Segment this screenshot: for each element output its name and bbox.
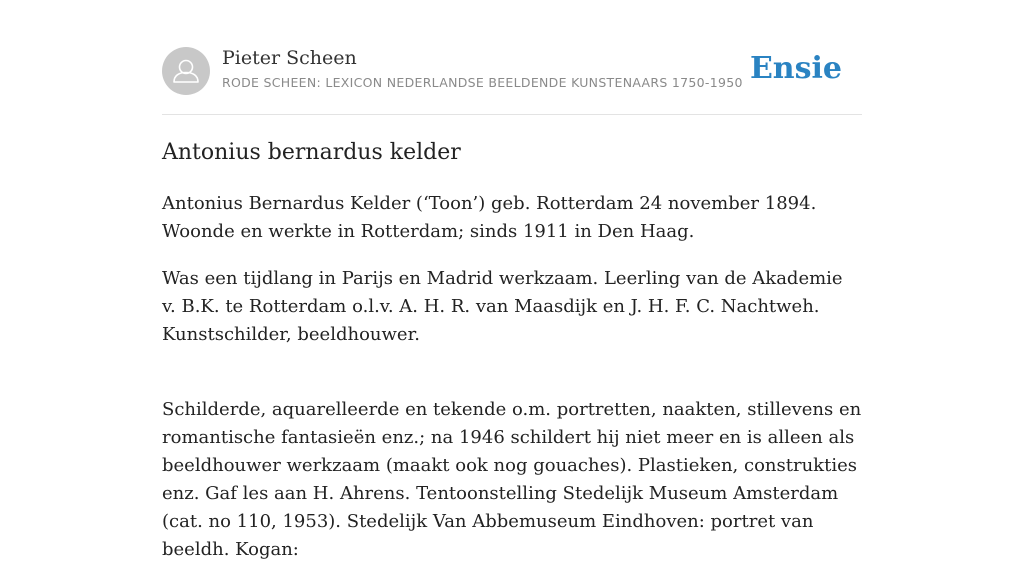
article-container (162, 0, 862, 560)
author-name[interactable]: Pieter Scheen (222, 47, 357, 69)
article-paragraph: Antonius Bernardus Kelder (‘Toon’) geb. Rotterdam 24 november 1894. Woonde en werkte in Rotterdam; sinds 1911 in Den Haag. (162, 193, 817, 242)
article-paragraph: Was een tijdlang in Parijs en Madrid werkzaam. Leerling van de Akademie v. B.K. te Rotterdam o.l.v. A. H. R. van Maasdijk en J. H. F. C. Nachtweh. Kunstschilder, beeldhouwer. (162, 268, 843, 345)
user-icon (162, 47, 210, 95)
article-title: Antonius bernardus kelder (162, 140, 461, 165)
ensie-logo[interactable]: Ensie (749, 51, 842, 86)
article-paragraph: Schilderde, aquarelleerde en tekende o.m. portretten, naakten, stillevens en romantische fantasieën enz.; na 1946 schildert hij niet meer en is alleen als beeldhouwer werkzaam (maakt ook nog gouaches). Plastieken, construkties enz. Gaf les aan H. Ahrens. Tentoonstelling Stedelijk Museum Amsterdam (cat. no 110, 1953). Stedelijk Van Abbemuseum Eindhoven: portret van beeldh. Kogan: (162, 399, 862, 560)
author-avatar[interactable] (162, 47, 210, 95)
source-title[interactable]: RODE SCHEEN: LEXICON NEDERLANDSE BEELDENDE KUNSTENAARS 1750-1950 (222, 75, 743, 90)
paragraph-spacer (162, 368, 862, 396)
article-body (162, 190, 862, 583)
article-header (162, 0, 862, 115)
